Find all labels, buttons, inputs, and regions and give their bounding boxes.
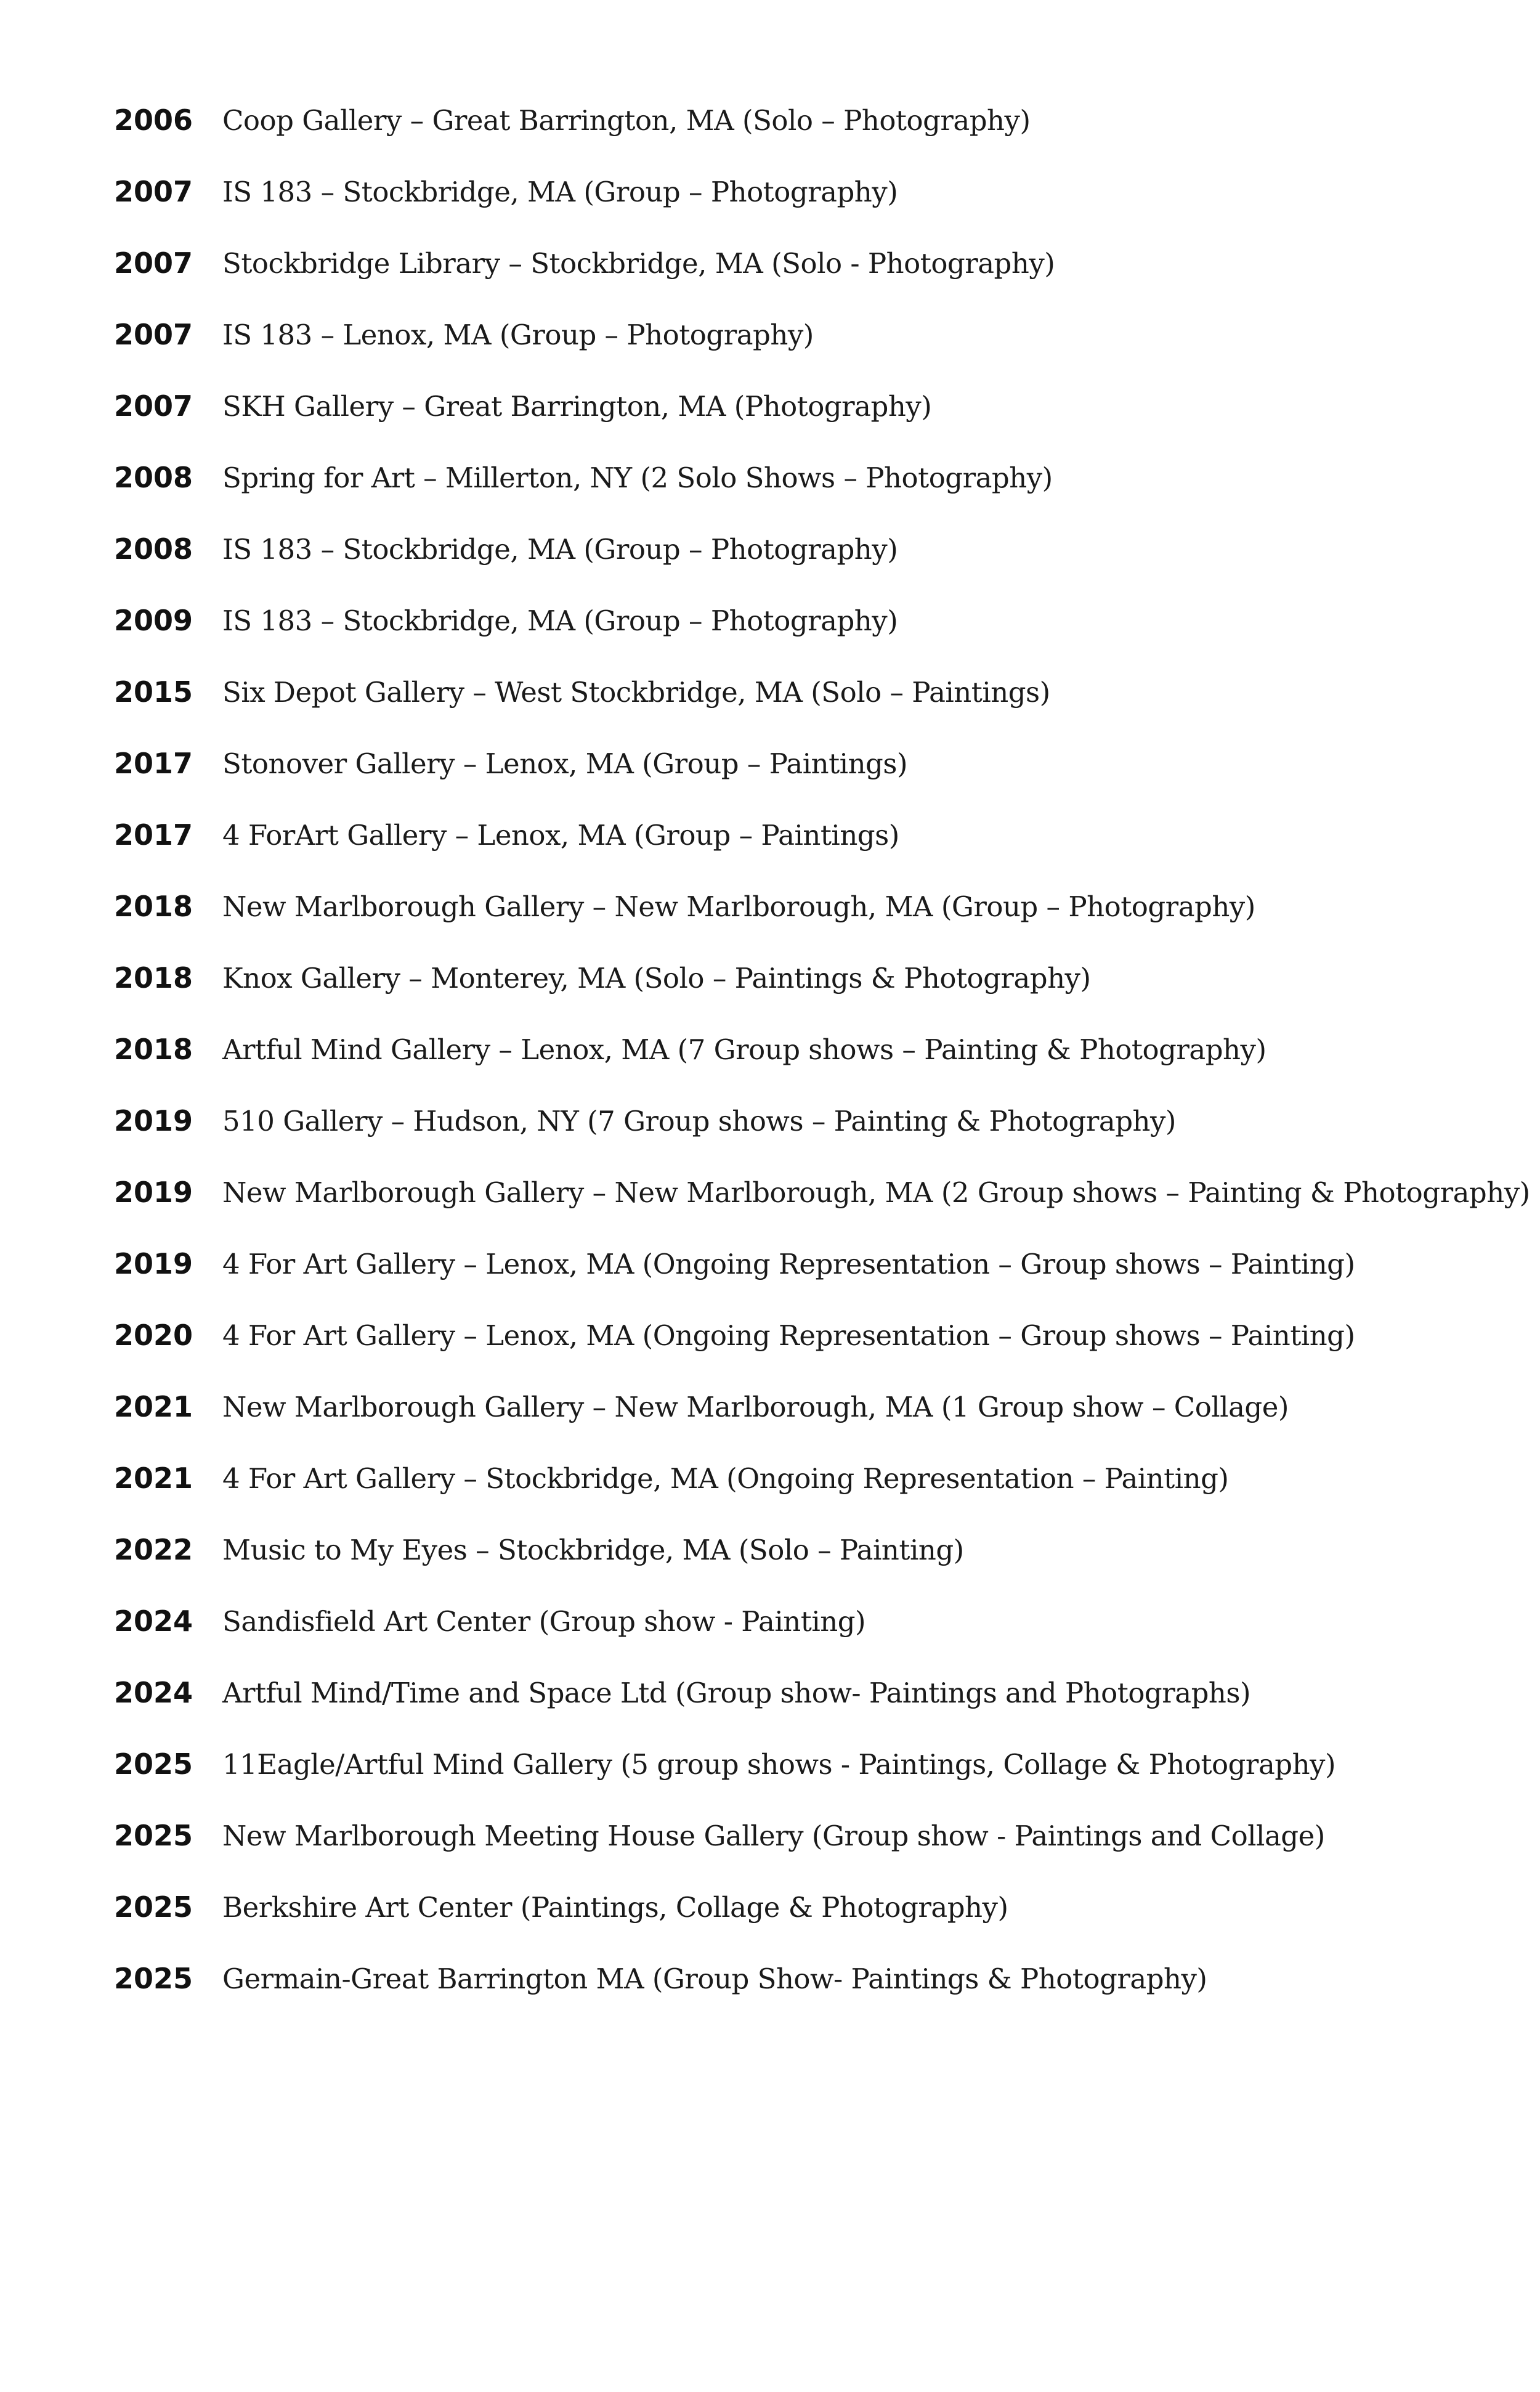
exhibition-row (114, 1890, 1525, 1962)
exhibition-entry: Knox Gallery – Monterey, MA (Solo – Paintings & Photography) (222, 962, 1091, 995)
exhibition-year: 2019 (114, 1104, 193, 1137)
exhibition-row (114, 675, 1525, 747)
exhibition-row (114, 890, 1525, 961)
exhibition-year: 2018 (114, 961, 193, 995)
exhibition-entry: Stockbridge Library – Stockbridge, MA (Solo - Photography) (222, 247, 1055, 280)
exhibition-year: 2022 (114, 1533, 193, 1566)
exhibition-row (114, 1319, 1525, 1390)
exhibition-row (114, 1605, 1525, 1676)
exhibition-entry: IS 183 – Stockbridge, MA (Group – Photography) (222, 604, 898, 637)
exhibition-year: 2015 (114, 675, 193, 709)
exhibition-entry: New Marlborough Gallery – New Marlborough, MA (Group – Photography) (222, 890, 1255, 923)
exhibition-entry: 4 ForArt Gallery – Lenox, MA (Group – Paintings) (222, 819, 899, 852)
exhibition-entry: Coop Gallery – Great Barrington, MA (Solo – Photography) (222, 104, 1031, 137)
exhibition-row (114, 604, 1525, 675)
exhibition-row (114, 104, 1525, 175)
exhibition-row (114, 1033, 1525, 1104)
exhibition-row (114, 1247, 1525, 1319)
exhibition-entry: 4 For Art Gallery – Lenox, MA (Ongoing Representation – Group shows – Painting) (222, 1319, 1355, 1352)
exhibition-row (114, 1390, 1525, 1462)
exhibition-year: 2020 (114, 1319, 193, 1352)
exhibition-entry: Germain-Great Barrington MA (Group Show- Paintings & Photography) (222, 1963, 1207, 1995)
exhibition-entry: 4 For Art Gallery – Lenox, MA (Ongoing Representation – Group shows – Painting) (222, 1248, 1355, 1280)
exhibition-year: 2025 (114, 1819, 193, 1852)
exhibition-row (114, 1819, 1525, 1890)
exhibition-year: 2007 (114, 318, 193, 351)
exhibition-row (114, 1104, 1525, 1176)
exhibition-entry: New Marlborough Gallery – New Marlborough, MA (1 Group show – Collage) (222, 1391, 1289, 1423)
exhibition-entry: Artful Mind Gallery – Lenox, MA (7 Group shows – Painting & Photography) (222, 1033, 1266, 1066)
exhibition-year: 2021 (114, 1462, 193, 1495)
exhibition-entry: Music to My Eyes – Stockbridge, MA (Solo – Painting) (222, 1534, 964, 1566)
exhibition-row (114, 532, 1525, 604)
exhibition-year: 2018 (114, 1033, 193, 1066)
exhibition-year: 2007 (114, 246, 193, 280)
exhibition-row (114, 175, 1525, 246)
exhibition-entry: Berkshire Art Center (Paintings, Collage & Photography) (222, 1891, 1008, 1924)
exhibition-entry: 4 For Art Gallery – Stockbridge, MA (Ongoing Representation – Painting) (222, 1462, 1229, 1495)
exhibition-row (114, 461, 1525, 532)
exhibition-year: 2017 (114, 818, 193, 852)
exhibition-row (114, 1533, 1525, 1605)
exhibition-entry: New Marlborough Gallery – New Marlborough, MA (2 Group shows – Painting & Photography) (222, 1176, 1530, 1209)
exhibition-row (114, 389, 1525, 461)
exhibition-row (114, 318, 1525, 389)
exhibition-year: 2009 (114, 604, 193, 637)
exhibition-year: 2021 (114, 1390, 193, 1423)
exhibition-entry: IS 183 – Lenox, MA (Group – Photography) (222, 319, 814, 351)
exhibition-year: 2006 (114, 104, 193, 137)
exhibition-year: 2008 (114, 461, 193, 494)
exhibition-year: 2025 (114, 1747, 193, 1781)
exhibition-year: 2024 (114, 1605, 193, 1638)
exhibition-row (114, 818, 1525, 890)
exhibition-row (114, 246, 1525, 318)
exhibition-entry: 11Eagle/Artful Mind Gallery (5 group shows - Paintings, Collage & Photography) (222, 1748, 1336, 1781)
exhibition-entry: Sandisfield Art Center (Group show - Painting) (222, 1605, 866, 1638)
exhibition-row (114, 1676, 1525, 1747)
exhibition-entry: Six Depot Gallery – West Stockbridge, MA (Solo – Paintings) (222, 676, 1050, 709)
exhibition-row (114, 961, 1525, 1033)
exhibition-entry: Stonover Gallery – Lenox, MA (Group – Paintings) (222, 747, 908, 780)
exhibition-entry: New Marlborough Meeting House Gallery (Group show - Paintings and Collage) (222, 1820, 1325, 1852)
exhibition-year: 2007 (114, 175, 193, 208)
exhibition-year: 2007 (114, 389, 193, 423)
exhibition-year: 2008 (114, 532, 193, 566)
exhibition-row (114, 747, 1525, 818)
exhibition-row (114, 1462, 1525, 1533)
exhibition-list (114, 104, 1530, 2033)
exhibition-year: 2025 (114, 1890, 193, 1924)
exhibition-entry: SKH Gallery – Great Barrington, MA (Photography) (222, 390, 932, 423)
exhibition-year: 2025 (114, 1962, 193, 1995)
exhibition-year: 2019 (114, 1176, 193, 1209)
exhibition-entry: 510 Gallery – Hudson, NY (7 Group shows – Painting & Photography) (222, 1105, 1176, 1137)
exhibition-row (114, 1176, 1530, 1247)
exhibition-entry: IS 183 – Stockbridge, MA (Group – Photography) (222, 176, 898, 208)
exhibition-row (114, 1747, 1525, 1819)
exhibition-entry: Spring for Art – Millerton, NY (2 Solo Shows – Photography) (222, 462, 1053, 494)
exhibition-year: 2019 (114, 1247, 193, 1280)
exhibition-entry: IS 183 – Stockbridge, MA (Group – Photography) (222, 533, 898, 566)
exhibition-entry: Artful Mind/Time and Space Ltd (Group show- Paintings and Photographs) (222, 1677, 1251, 1709)
exhibition-row (114, 1962, 1525, 2033)
exhibition-year: 2024 (114, 1676, 193, 1709)
exhibition-year: 2018 (114, 890, 193, 923)
exhibition-year: 2017 (114, 747, 193, 780)
